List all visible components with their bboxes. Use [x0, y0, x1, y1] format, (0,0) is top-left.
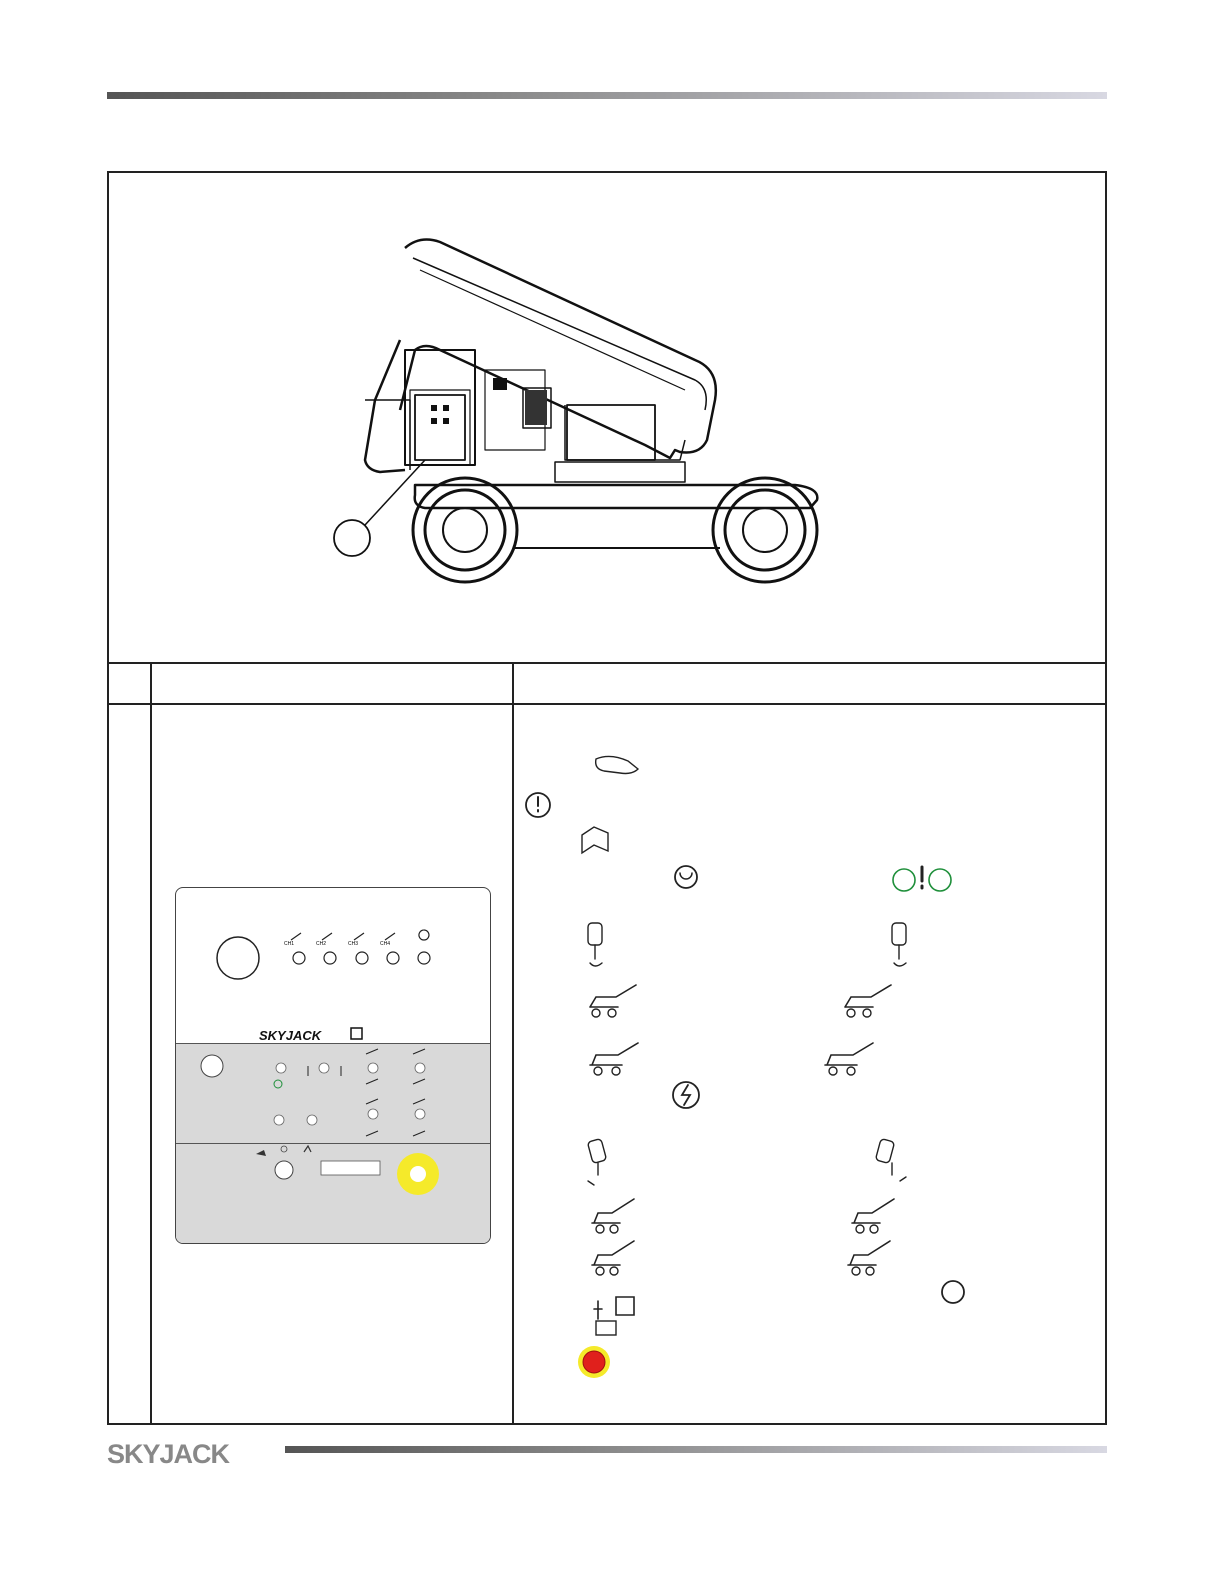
select-circle-icon — [942, 1281, 964, 1303]
table-header-top-rule — [107, 662, 1107, 664]
ground-operator-icon — [594, 1297, 634, 1319]
telescope-out-icon — [590, 1043, 638, 1065]
ch1-label: CH1 — [284, 941, 295, 947]
boom-raise-icon — [590, 985, 636, 1007]
control-panel-illustration — [175, 887, 491, 1244]
emergency-power-indicator-icon — [893, 869, 915, 891]
manual-icon — [582, 827, 608, 853]
power-cycle-icon — [675, 866, 697, 888]
column-divider-1 — [150, 662, 152, 1425]
footer-brand: SKYJACK — [107, 1440, 230, 1466]
function-symbols — [520, 745, 990, 1385]
header-rule — [107, 92, 1107, 99]
panel-bottom-section — [176, 1143, 490, 1244]
ch2-label: CH2 — [316, 941, 327, 947]
ch4-label: CH4 — [380, 941, 391, 947]
turntable-right-icon — [875, 1139, 894, 1164]
table-header-bottom-rule — [107, 703, 1107, 705]
steer-left-icon — [588, 923, 602, 945]
column-divider-2 — [512, 662, 514, 1425]
panel-middle-section — [176, 1043, 490, 1144]
platform-operator-icon — [596, 1321, 616, 1335]
jib-extend-icon — [592, 1241, 634, 1265]
machine-illustration — [325, 230, 825, 600]
ch3-label: CH3 — [348, 941, 359, 947]
hand-icon — [596, 756, 638, 773]
steer-right-icon — [892, 923, 906, 945]
turntable-left-icon — [587, 1139, 606, 1164]
telescope-in-icon — [825, 1043, 873, 1065]
panel-brand: SKYJACK — [259, 1028, 322, 1043]
footer-logo — [107, 1440, 279, 1466]
jib-retract-icon — [848, 1241, 890, 1265]
boom-lower-icon — [845, 985, 891, 1007]
footer-rule — [285, 1446, 1107, 1453]
jib-lower-icon — [852, 1199, 894, 1223]
jib-raise-icon — [592, 1199, 634, 1223]
